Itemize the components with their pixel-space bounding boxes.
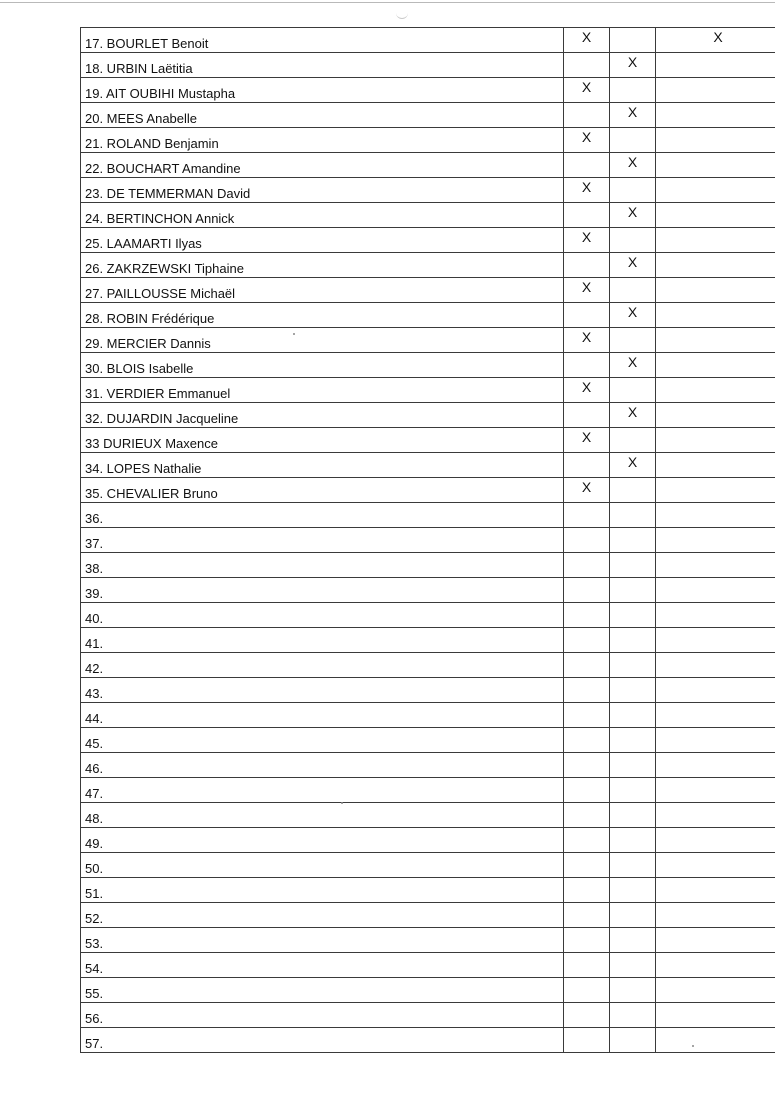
mark-cell-b [610, 578, 656, 603]
table-row [81, 578, 775, 603]
participant-name-cell: 24. BERTINCHON Annick [81, 203, 564, 228]
participant-name-cell: 52. [81, 903, 564, 928]
mark-cell-c [656, 78, 775, 103]
participant-name-cell: 25. LAAMARTI Ilyas [81, 228, 564, 253]
participant-name-cell: 29. MERCIER Dannis [81, 328, 564, 353]
participant-name-cell: 46. [81, 753, 564, 778]
participant-name-cell: 21. ROLAND Benjamin [81, 128, 564, 153]
mark-cell-a: X [564, 278, 610, 303]
mark-cell-c [656, 353, 775, 378]
mark-cell-b [610, 528, 656, 553]
mark-cell-a: X [564, 428, 610, 453]
table-row [81, 478, 775, 503]
participant-name-cell: 36. [81, 503, 564, 528]
mark-cell-a [564, 103, 610, 128]
attendance-table-body [81, 28, 775, 1053]
table-row [81, 228, 775, 253]
mark-cell-c [656, 928, 775, 953]
mark-cell-a [564, 878, 610, 903]
participant-name-cell: 32. DUJARDIN Jacqueline [81, 403, 564, 428]
mark-cell-a [564, 353, 610, 378]
mark-cell-b: X [610, 153, 656, 178]
mark-cell-a [564, 203, 610, 228]
mark-cell-c [656, 753, 775, 778]
table-row [81, 853, 775, 878]
scan-speck [692, 1045, 694, 1047]
mark-cell-c [656, 1028, 775, 1053]
participant-name-cell: 39. [81, 578, 564, 603]
mark-cell-a: X [564, 328, 610, 353]
table-row [81, 153, 775, 178]
mark-cell-a [564, 1003, 610, 1028]
participant-name-cell: 51. [81, 878, 564, 903]
table-row [81, 928, 775, 953]
scan-speck [293, 333, 295, 335]
table-row [81, 403, 775, 428]
mark-cell-b [610, 703, 656, 728]
table-row [81, 203, 775, 228]
mark-cell-c [656, 378, 775, 403]
mark-cell-c [656, 228, 775, 253]
participant-name-cell: 50. [81, 853, 564, 878]
mark-cell-c [656, 728, 775, 753]
table-row [81, 103, 775, 128]
mark-cell-a [564, 728, 610, 753]
mark-cell-b [610, 878, 656, 903]
mark-cell-b [610, 728, 656, 753]
mark-cell-c [656, 953, 775, 978]
table-row [81, 878, 775, 903]
participant-name-cell: 22. BOUCHART Amandine [81, 153, 564, 178]
mark-cell-b: X [610, 53, 656, 78]
mark-cell-c [656, 828, 775, 853]
table-row [81, 178, 775, 203]
participant-name-cell: 53. [81, 928, 564, 953]
mark-cell-a: X [564, 228, 610, 253]
participant-name-cell: 38. [81, 553, 564, 578]
mark-cell-b [610, 603, 656, 628]
table-row [81, 703, 775, 728]
participant-name-cell: 33 DURIEUX Maxence [81, 428, 564, 453]
mark-cell-b: X [610, 403, 656, 428]
table-row [81, 528, 775, 553]
mark-cell-b [610, 978, 656, 1003]
mark-cell-b [610, 178, 656, 203]
mark-cell-b: X [610, 453, 656, 478]
table-row [81, 53, 775, 78]
mark-cell-a: X [564, 478, 610, 503]
mark-cell-a: X [564, 378, 610, 403]
mark-cell-b: X [610, 103, 656, 128]
participant-name-cell: 43. [81, 678, 564, 703]
participant-name-cell: 37. [81, 528, 564, 553]
mark-cell-b [610, 1028, 656, 1053]
participant-name-cell: 35. CHEVALIER Bruno [81, 478, 564, 503]
table-row [81, 278, 775, 303]
table-row [81, 828, 775, 853]
mark-cell-a [564, 903, 610, 928]
mark-cell-b: X [610, 303, 656, 328]
mark-cell-c [656, 103, 775, 128]
mark-cell-b [610, 678, 656, 703]
participant-name-cell: 26. ZAKRZEWSKI Tiphaine [81, 253, 564, 278]
mark-cell-c [656, 178, 775, 203]
mark-cell-b: X [610, 203, 656, 228]
table-row [81, 953, 775, 978]
mark-cell-b [610, 503, 656, 528]
mark-cell-c [656, 778, 775, 803]
mark-cell-b [610, 428, 656, 453]
participant-name-cell: 49. [81, 828, 564, 853]
table-row [81, 753, 775, 778]
table-row [81, 778, 775, 803]
table-row [81, 328, 775, 353]
participant-name-cell: 28. ROBIN Frédérique [81, 303, 564, 328]
table-row [81, 603, 775, 628]
table-row [81, 378, 775, 403]
mark-cell-a [564, 453, 610, 478]
table-row [81, 453, 775, 478]
mark-cell-a [564, 978, 610, 1003]
table-row [81, 728, 775, 753]
scan-speck [341, 802, 343, 804]
mark-cell-a [564, 603, 610, 628]
mark-cell-c [656, 403, 775, 428]
table-row [81, 303, 775, 328]
mark-cell-c [656, 978, 775, 1003]
mark-cell-b [610, 128, 656, 153]
mark-cell-c [656, 903, 775, 928]
participant-name-cell: 27. PAILLOUSSE Michaël [81, 278, 564, 303]
table-row [81, 253, 775, 278]
mark-cell-c [656, 203, 775, 228]
mark-cell-c [656, 578, 775, 603]
mark-cell-a [564, 803, 610, 828]
mark-cell-c [656, 653, 775, 678]
participant-name-cell: 41. [81, 628, 564, 653]
mark-cell-b: X [610, 253, 656, 278]
mark-cell-a [564, 153, 610, 178]
table-row [81, 803, 775, 828]
participant-name-cell: 30. BLOIS Isabelle [81, 353, 564, 378]
mark-cell-b [610, 478, 656, 503]
mark-cell-a [564, 953, 610, 978]
mark-cell-a [564, 653, 610, 678]
participant-name-cell: 19. AIT OUBIHI Mustapha [81, 78, 564, 103]
mark-cell-b [610, 228, 656, 253]
mark-cell-b [610, 628, 656, 653]
mark-cell-c: X [656, 28, 775, 53]
mark-cell-b [610, 778, 656, 803]
mark-cell-a [564, 578, 610, 603]
mark-cell-b [610, 78, 656, 103]
mark-cell-b [610, 553, 656, 578]
mark-cell-c [656, 528, 775, 553]
participant-name-cell: 45. [81, 728, 564, 753]
mark-cell-a [564, 253, 610, 278]
mark-cell-c [656, 628, 775, 653]
attendance-table [80, 27, 775, 1053]
mark-cell-b [610, 1003, 656, 1028]
table-row [81, 903, 775, 928]
mark-cell-c [656, 853, 775, 878]
participant-name-cell: 23. DE TEMMERMAN David [81, 178, 564, 203]
table-row [81, 1003, 775, 1028]
participant-name-cell: 47. [81, 778, 564, 803]
mark-cell-b [610, 653, 656, 678]
participant-name-cell: 17. BOURLET Benoit [81, 28, 564, 53]
table-row [81, 78, 775, 103]
participant-name-cell: 20. MEES Anabelle [81, 103, 564, 128]
mark-cell-a [564, 928, 610, 953]
mark-cell-a [564, 503, 610, 528]
mark-cell-a [564, 853, 610, 878]
mark-cell-c [656, 328, 775, 353]
participant-name-cell: 48. [81, 803, 564, 828]
participant-name-cell: 57. [81, 1028, 564, 1053]
table-row [81, 503, 775, 528]
mark-cell-c [656, 1003, 775, 1028]
mark-cell-c [656, 278, 775, 303]
mark-cell-c [656, 253, 775, 278]
participant-name-cell: 18. URBIN Laëtitia [81, 53, 564, 78]
mark-cell-a [564, 403, 610, 428]
mark-cell-b [610, 753, 656, 778]
participant-name-cell: 44. [81, 703, 564, 728]
mark-cell-a: X [564, 28, 610, 53]
participant-name-cell: 31. VERDIER Emmanuel [81, 378, 564, 403]
participant-name-cell: 56. [81, 1003, 564, 1028]
mark-cell-a [564, 678, 610, 703]
table-row [81, 653, 775, 678]
mark-cell-b: X [610, 353, 656, 378]
mark-cell-a: X [564, 178, 610, 203]
mark-cell-a [564, 553, 610, 578]
mark-cell-b [610, 378, 656, 403]
mark-cell-c [656, 553, 775, 578]
table-row [81, 353, 775, 378]
page-top-edge [0, 2, 775, 3]
mark-cell-a [564, 828, 610, 853]
mark-cell-a [564, 53, 610, 78]
mark-cell-b [610, 828, 656, 853]
table-row [81, 28, 775, 53]
mark-cell-a [564, 628, 610, 653]
mark-cell-c [656, 603, 775, 628]
mark-cell-c [656, 153, 775, 178]
mark-cell-b [610, 278, 656, 303]
participant-name-cell: 55. [81, 978, 564, 1003]
mark-cell-a [564, 303, 610, 328]
participant-name-cell: 54. [81, 953, 564, 978]
table-row [81, 128, 775, 153]
fold-mark [396, 12, 408, 19]
table-row [81, 428, 775, 453]
mark-cell-c [656, 303, 775, 328]
table-row [81, 978, 775, 1003]
mark-cell-a [564, 1028, 610, 1053]
table-row [81, 678, 775, 703]
participant-name-cell: 34. LOPES Nathalie [81, 453, 564, 478]
mark-cell-b [610, 928, 656, 953]
mark-cell-c [656, 428, 775, 453]
mark-cell-c [656, 53, 775, 78]
mark-cell-c [656, 678, 775, 703]
mark-cell-c [656, 878, 775, 903]
mark-cell-b [610, 28, 656, 53]
mark-cell-c [656, 478, 775, 503]
participant-name-cell: 42. [81, 653, 564, 678]
mark-cell-b [610, 903, 656, 928]
mark-cell-b [610, 953, 656, 978]
mark-cell-b [610, 803, 656, 828]
mark-cell-b [610, 853, 656, 878]
mark-cell-c [656, 128, 775, 153]
mark-cell-c [656, 803, 775, 828]
mark-cell-c [656, 453, 775, 478]
mark-cell-a [564, 528, 610, 553]
participant-name-cell: 40. [81, 603, 564, 628]
mark-cell-b [610, 328, 656, 353]
mark-cell-a [564, 703, 610, 728]
mark-cell-a: X [564, 78, 610, 103]
mark-cell-a [564, 753, 610, 778]
mark-cell-a: X [564, 128, 610, 153]
mark-cell-a [564, 778, 610, 803]
table-row [81, 628, 775, 653]
table-row [81, 553, 775, 578]
mark-cell-c [656, 503, 775, 528]
table-row [81, 1028, 775, 1053]
mark-cell-c [656, 703, 775, 728]
